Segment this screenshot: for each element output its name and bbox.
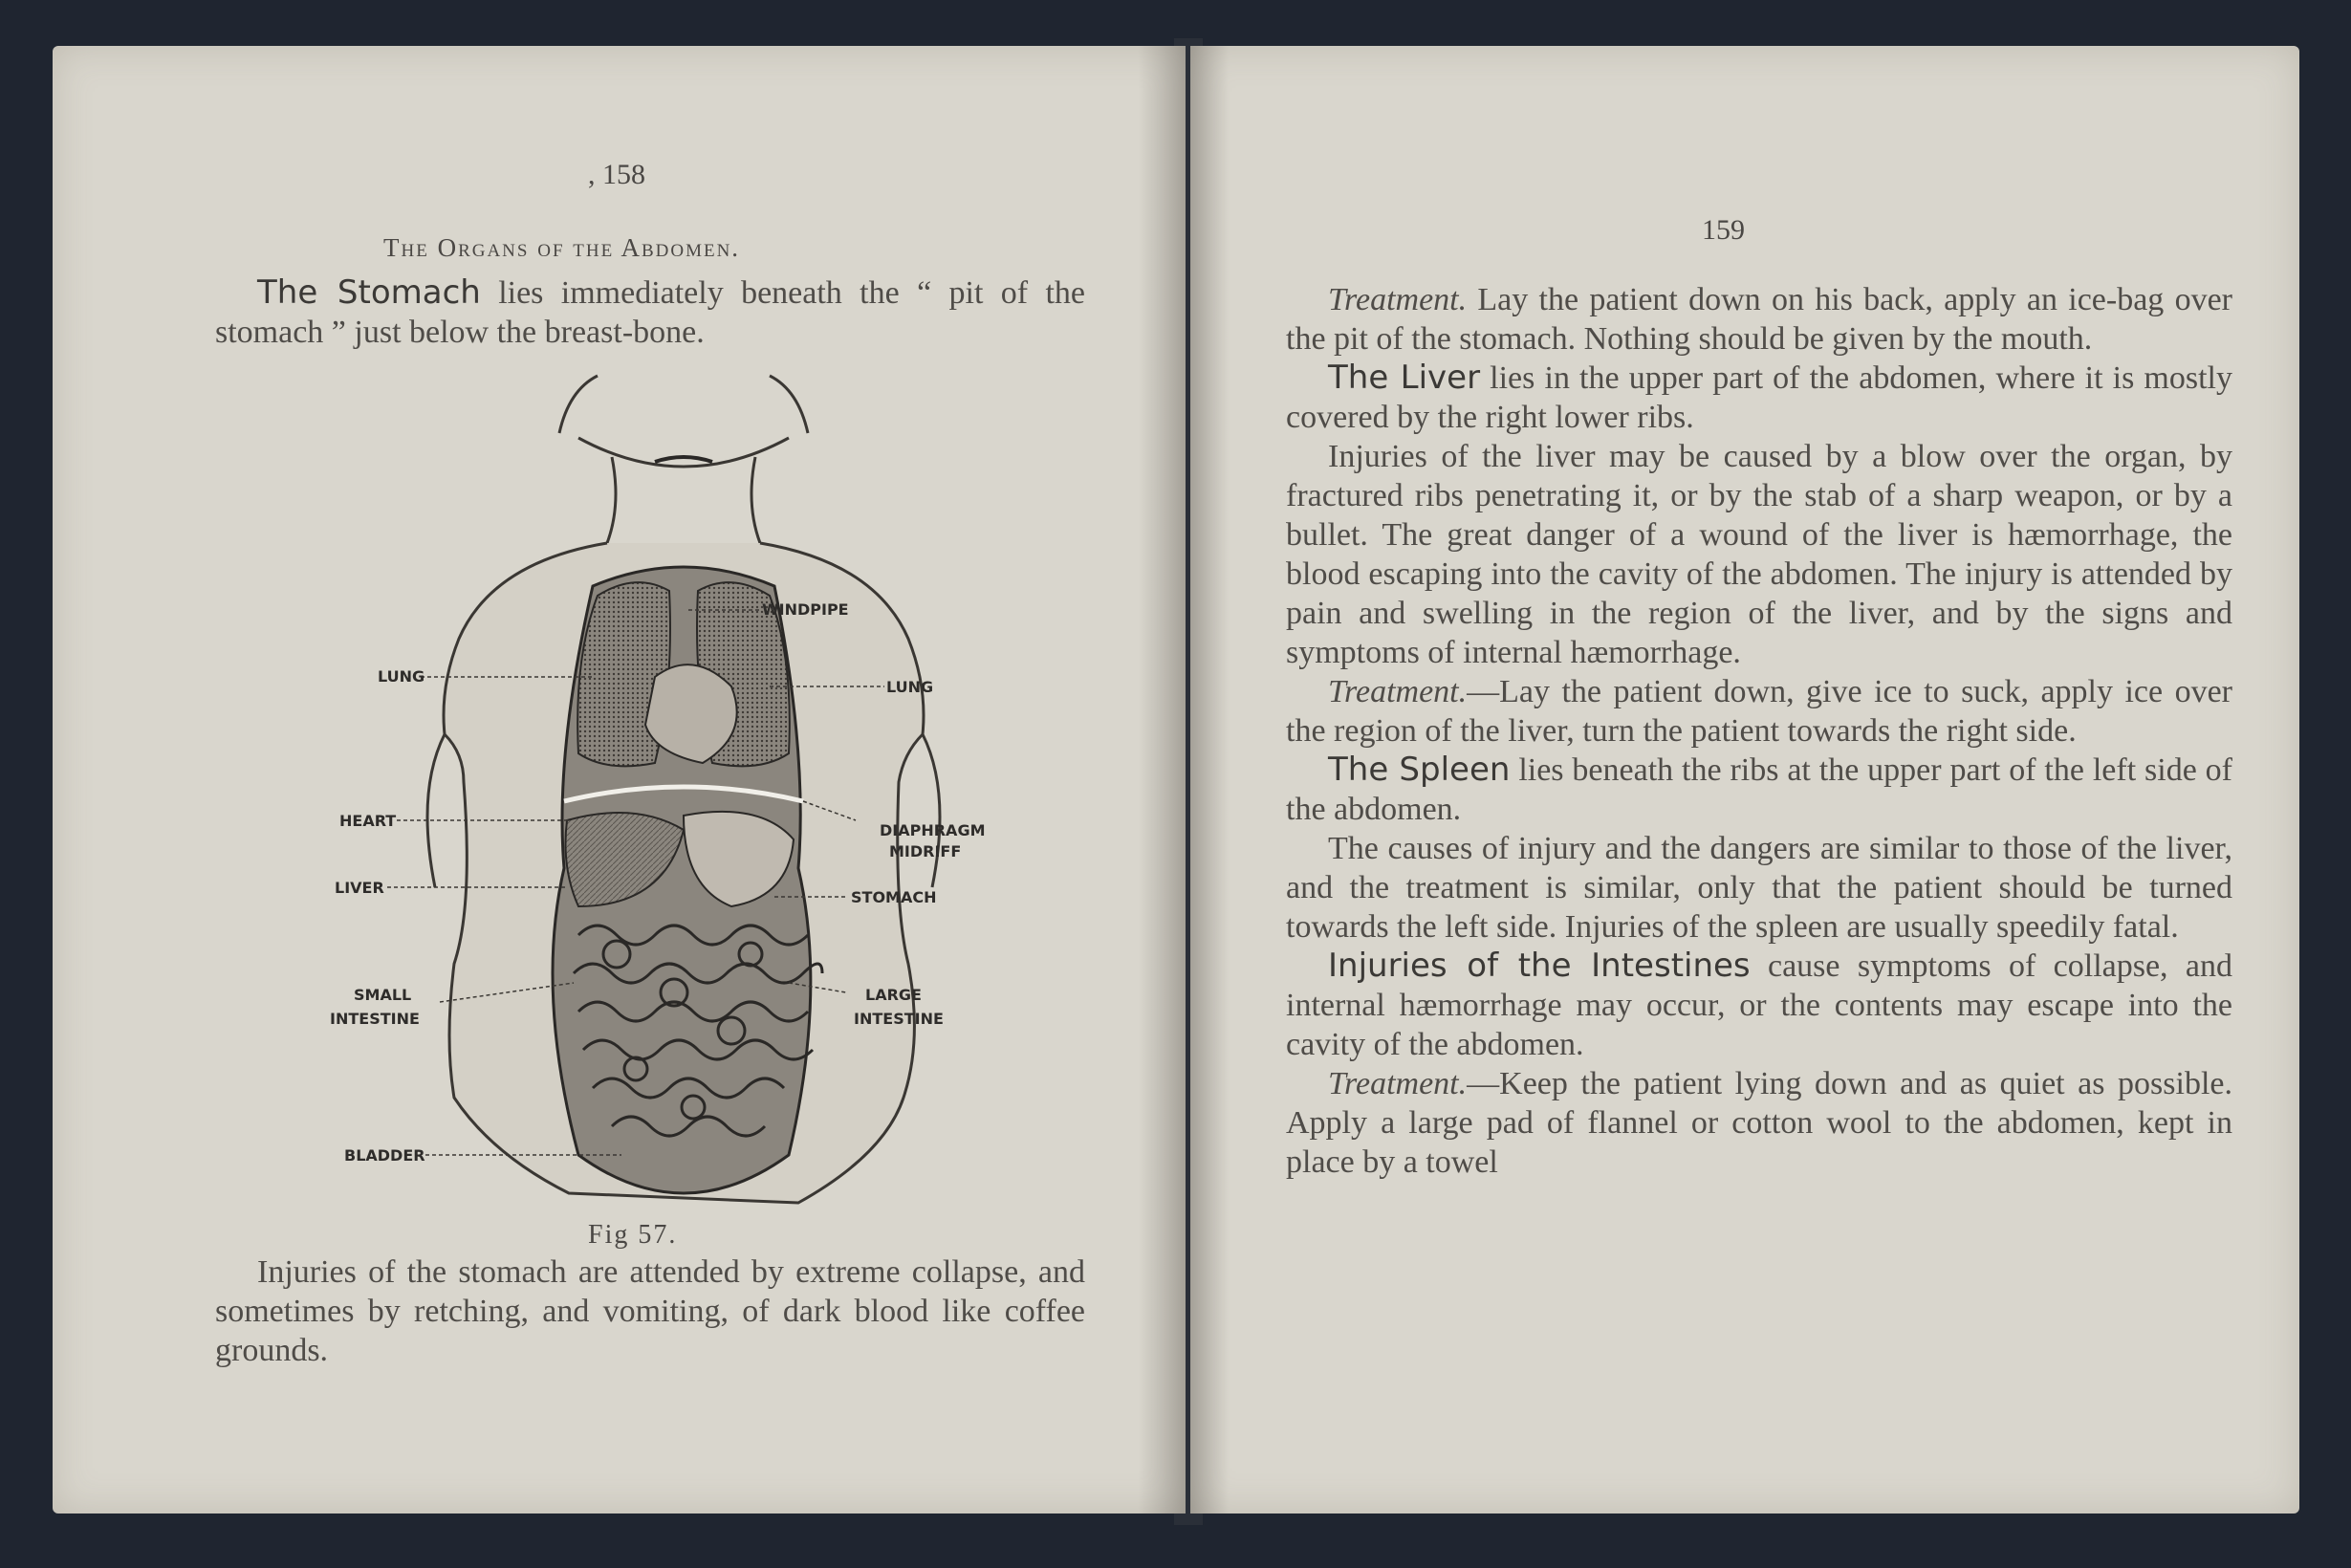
treatment-text: —Keep the patient lying down and as quiet as possible. Apply a large pad of flannel or cotton wool to the abdomen, kept in place by a towel [1286, 1066, 2232, 1180]
label-large-intestine-2: INTESTINE [854, 1010, 944, 1028]
section-heading: The Organs of the Abdomen. [383, 233, 741, 262]
label-diaphragm: DIAPHRAGM [880, 821, 986, 839]
intestines-intro [1286, 947, 2232, 1064]
stomach-lead: The Stomach [257, 273, 481, 312]
spleen-lead: The Spleen [1328, 751, 1511, 789]
treatment-label: Treatment. [1328, 282, 1468, 317]
right-page [1190, 46, 2299, 1514]
stomach-intro [215, 273, 1085, 352]
label-small-intestine-2: INTESTINE [330, 1010, 420, 1028]
right-page-body [1286, 280, 2232, 1182]
label-large-intestine-1: LARGE [865, 986, 922, 1004]
intestines-intro-text: cause symptoms of collapse, and internal hæmorrhage may occur, or the contents may escape into the cavity of the abdomen. [1286, 948, 2232, 1062]
label-liver: LIVER [335, 879, 384, 897]
torso-illustration [330, 371, 1037, 1222]
intestines-treatment [1286, 1064, 2232, 1182]
page-number: , 158 [588, 159, 645, 190]
label-stomach: STOMACH [851, 888, 937, 906]
liver-treatment [1286, 672, 2232, 751]
treatment-text: —Lay the patient down, give ice to suck, apply ice over the region of the liver, turn the patient towards the right side. [1286, 674, 2232, 749]
treatment-label: Treatment. [1328, 1066, 1468, 1101]
liver-lead: The Liver [1328, 359, 1481, 397]
liver-intro-text: lies in the upper part of the abdomen, where it is mostly covered by the right lower ribs. [1286, 360, 2233, 435]
figure-caption: Fig 57. [588, 1220, 678, 1250]
label-heart: HEART [339, 812, 397, 830]
stomach-injuries [215, 1252, 1085, 1370]
label-small-intestine-1: SMALL [354, 986, 412, 1004]
label-bladder: BLADDER [344, 1146, 425, 1165]
anatomy-figure [330, 371, 1037, 1222]
stomach-injuries-text: Injuries of the stomach are attended by extreme collapse, and sometimes by retching, and vomiting, of dark blood like coffee grounds. [215, 1254, 1085, 1368]
treatment-label: Treatment. [1328, 674, 1468, 709]
page-number: 159 [1702, 214, 1745, 246]
label-lung-left: LUNG [378, 667, 425, 686]
liver-injuries: Injuries of the liver may be caused by a blow over the organ, by fractured ribs penetrating it, or by the stab of a sharp weapon, or by a bullet. The great danger of a wound of the liver is hæmorrhage, the blood escaping into the cavity of the abdomen. The injury is attended by pain and swelling in the region of the liver, and by the signs and symptoms of internal hæmorrhage. [1286, 439, 2232, 670]
spleen-intro-text: lies beneath the ribs at the upper part of the left side of the abdomen. [1286, 752, 2233, 827]
label-windpipe: WINDPIPE [762, 600, 849, 619]
label-lung-right: LUNG [886, 678, 934, 696]
left-page [53, 46, 1186, 1514]
stomach-treatment [1286, 280, 2232, 359]
stomach-intro-text: lies immediately beneath the “ pit of the stomach ” just below the breast-bone. [215, 275, 1085, 350]
spleen-causes: The causes of injury and the dangers are similar to those of the liver, and the treatment is similar, only that the patient should be turned towards the left side. Injuries of the spleen are usually speedily fatal. [1286, 831, 2232, 945]
spleen-intro [1286, 751, 2232, 829]
treatment-text: Lay the patient down on his back, apply an ice-bag over the pit of the stomach. Nothing should be given by the mouth. [1286, 282, 2232, 357]
intestines-lead: Injuries of the Intestines [1328, 947, 1751, 985]
label-midriff: MIDRIFF [889, 842, 962, 860]
liver-intro [1286, 359, 2232, 437]
